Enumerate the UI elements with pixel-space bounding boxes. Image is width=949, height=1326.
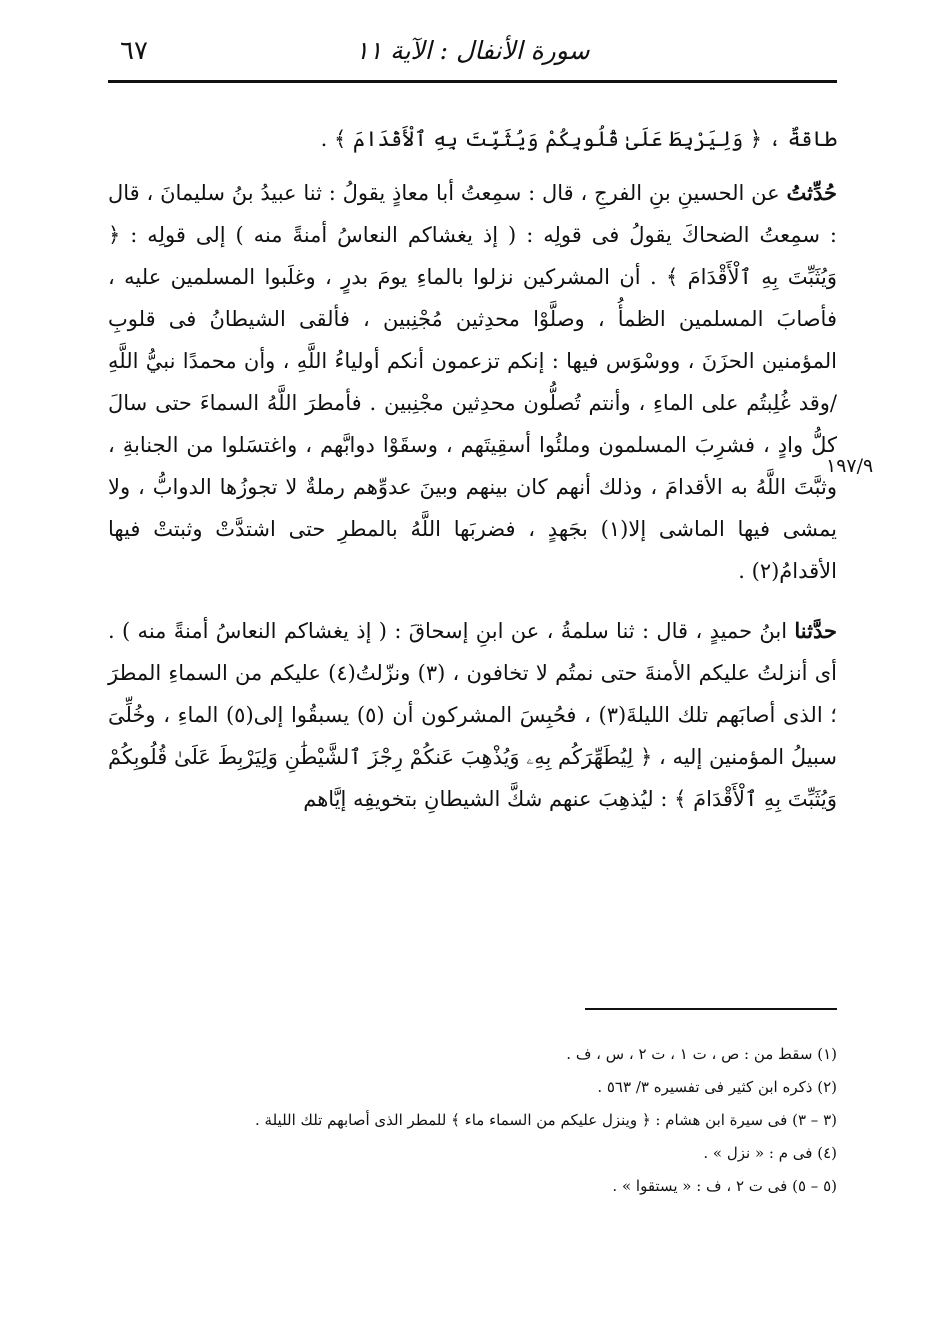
footnote: (٣ – ٣) فى سيرة ابن هشام : ﴿ وينزل عليكم من السماء ماء ﴾ للمطر الذى أصابهم تلك الليلة .: [255, 1111, 837, 1129]
footnote: (٥ – ٥) فى ت ٢ ، ف : « يستقوا » .: [612, 1177, 837, 1195]
header-rule: [108, 80, 837, 83]
page-number: ٦٧: [120, 36, 148, 66]
page-header: [108, 30, 837, 76]
footnote: (١) سقط من : ص ، ت ١ ، ت ٢ ، س ، ف .: [566, 1045, 837, 1063]
paragraph-text: عن الحسينِ بنِ الفرجِ ، قال : سمِعتُ أبا معاذٍ يقولُ : ثنا عبيدُ بنُ سليمانَ ، قال : سمِعتُ الضحاكَ يقولُ فى قولِه : ( إذ يغشاكم النعاسُ أمنةً منه ) إلى قولِه : ﴿ وَيُثَبِّتَ بِهِ ٱلْأَقْدَامَ ﴾ . أن المشركين نزلوا بالماءِ يومَ بدرٍ ، وغلَبوا المسلمين عليه ، فأصابَ المسلمين الظمأُ ، وصلَّوْا محدِثين مُجْنِبين ، فألقى الشيطانُ فى قلوبِ المؤمنين الحزَنَ ، ووسْوَس فيها : إنكم تزعمون أنكم أولياءُ اللَّهِ ، وأن محمدًا نبيُّ اللَّهِ /وقد غُلِبتُم على الماءِ ، وأنتم تُصلُّون محدِثين مجْنِبين . فأمطرَ اللَّهُ السماءَ حتى سالَ كلُّ وادٍ ، فشرِبَ المسلمون وملئُوا أسقِيتَهم ، وسقَوْا دوابَّهم ، واغتسَلوا من الجنابةِ ، وثبَّتَ اللَّهُ به الأقدامَ ، وذلك أنهم كان بينهم وبينَ عدوِّهم رملةٌ لا تجوزُها الدوابُّ ، ولا يمشى فيها الماشى إلا(١) بجَهدٍ ، فضربَها اللَّهُ بالمطرِ حتى اشتدَّتْ وثبتتْ فيها الأقدامُ(٢) .: [108, 181, 837, 583]
margin-reference: ١٩٧/٩: [826, 455, 874, 477]
footnote: (٢) ذكره ابن كثير فى تفسيره ٣/ ٥٦٣ .: [597, 1078, 837, 1096]
paragraph-lead: حُدِّثتُ: [786, 180, 837, 205]
main-text: [108, 118, 837, 838]
footnote-rule: [585, 1008, 837, 1010]
paragraph-text: طاقةٌ ، ﴿ وَلِيَرْبِطَ عَلَىٰ قُلُوبِكُمْ وَيُثَبِّتَ بِهِ ٱلْأَقْدَامَ ﴾ .: [320, 127, 837, 151]
paragraph-lead: حدَّثنا: [794, 618, 837, 643]
paragraph: [108, 118, 837, 160]
footnote: (٤) فى م : « نزل » .: [703, 1144, 837, 1162]
running-title: سورة الأنفال : الآية ١١: [355, 36, 590, 65]
paragraph-text: ابنُ حميدٍ ، قال : ثنا سلمةُ ، عن ابنِ إسحاقَ : ( إذ يغشاكم النعاسُ أمنةً منه ) . أى أنزلتُ عليكم الأمنةَ حتى نمتُم لا تخافون ، (٣) ونزّلتُ(٤) عليكم من السماءِ المطرَ ؛ الذى أصابَهم تلك الليلةَ(٣) ، فحُبِسَ المشركون أن (٥) يسبقُوا إلى(٥) الماءِ ، وخُلِّىَ سبيلُ المؤمنين إليه ، ﴿ لِيُطَهِّرَكُم بِهِۦ وَيُذْهِبَ عَنكُمْ رِجْزَ ٱلشَّيْطَٰنِ وَلِيَرْبِطَ عَلَىٰ قُلُوبِكُمْ وَيُثَبِّتَ بِهِ ٱلْأَقْدَامَ ﴾ : ليُذهِبَ عنهم شكَّ الشيطانِ بتخويفِه إيَّاهم: [108, 619, 837, 811]
paragraph: [108, 610, 837, 820]
footnotes: [108, 1038, 837, 1203]
paragraph: [108, 172, 837, 592]
